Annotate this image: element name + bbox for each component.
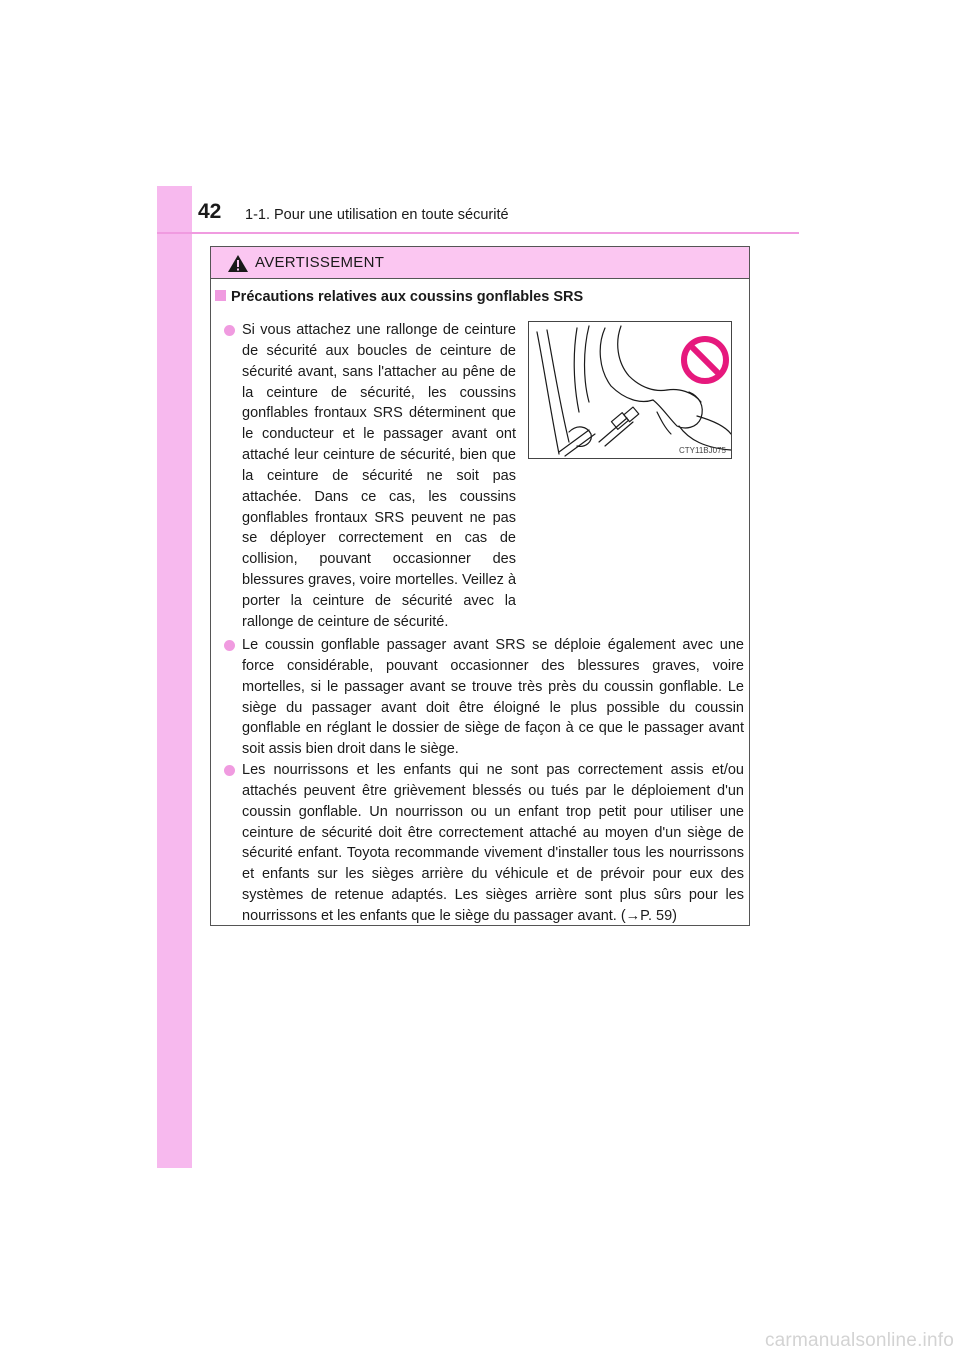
warning-item-1 bbox=[224, 320, 516, 633]
bullet-dot-icon bbox=[224, 325, 235, 336]
square-bullet-icon bbox=[215, 290, 226, 301]
warning-item-text: Les nourrissons et les enfants qui ne sont pas correctement assis et/ou attachés peuvent être grièvement blessés ou tués par le déploiement d'un coussin gonflable. Un nourrisson ou un enfant trop petit pour utiliser une ceinture de sécurité doit être correctement attaché au moyen d'un siège de sécurité enfant. Toyota recommande vivement d'installer tous les nourrissons et enfants sur les sièges arrière du véhicule et de prévoir pour eux des systèmes de retenue adaptés. Les sièges arrière sont plus sûrs pour les nourrissons et les enfants que le siège du passager avant. (→P. 59) bbox=[242, 762, 744, 924]
seatbelt-illustration-drawing bbox=[529, 322, 731, 458]
site-watermark: carmanualsonline.info bbox=[764, 1330, 954, 1351]
image-code: CTY11BJ075 bbox=[679, 446, 726, 455]
warning-item-text: Le coussin gonflable passager avant SRS se déploie également avec une force considérable, pouvant occasionner des blessures graves, voire mortelles, si le passager avant se trouve très près du coussin gonflable. Le siège du passager avant doit être éloigné le plus possible du coussin gonflable en réglant le dossier de siège de façon à ce que le passager avant soit assis bien droit dans le siège. bbox=[242, 637, 744, 758]
warning-title: AVERTISSEMENT bbox=[255, 254, 385, 271]
prohibited-sign-icon bbox=[684, 339, 726, 381]
warning-subheading bbox=[215, 289, 583, 305]
warning-triangle-icon bbox=[227, 254, 249, 273]
warning-item-3 bbox=[224, 760, 744, 927]
warning-item-2 bbox=[224, 635, 744, 760]
bullet-dot-icon bbox=[224, 640, 235, 651]
warning-header bbox=[211, 247, 749, 279]
seatbelt-extender-illustration bbox=[528, 321, 732, 459]
page-number: 42 bbox=[198, 200, 222, 223]
warning-item-text: Si vous attachez une rallonge de ceinture de sécurité aux boucles de ceinture de sécurité avant, sans l'attacher au pêne de la ceinture de sécurité, les coussins gonflables frontaux SRS déterminent que le conducteur et le passager avant ont attaché leur ceinture de sécurité, bien que la ceinture de sécurité ne soit pas attachée. Dans ce cas, les coussins gonflables frontaux SRS peuvent ne pas se déployer correctement en cas de collision, pouvant occasionner des blessures graves, voire mortelles. Veillez à porter la ceinture de sécurité avec la rallonge de ceinture de sécurité. bbox=[242, 322, 517, 630]
section-title: 1-1. Pour une utilisation en toute sécurité bbox=[245, 207, 509, 223]
warning-box bbox=[210, 246, 750, 926]
bullet-dot-icon bbox=[224, 765, 235, 776]
header-rule bbox=[157, 232, 799, 234]
side-tab-band bbox=[157, 186, 192, 1168]
subheading-text: Précautions relatives aux coussins gonflables SRS bbox=[231, 289, 584, 305]
